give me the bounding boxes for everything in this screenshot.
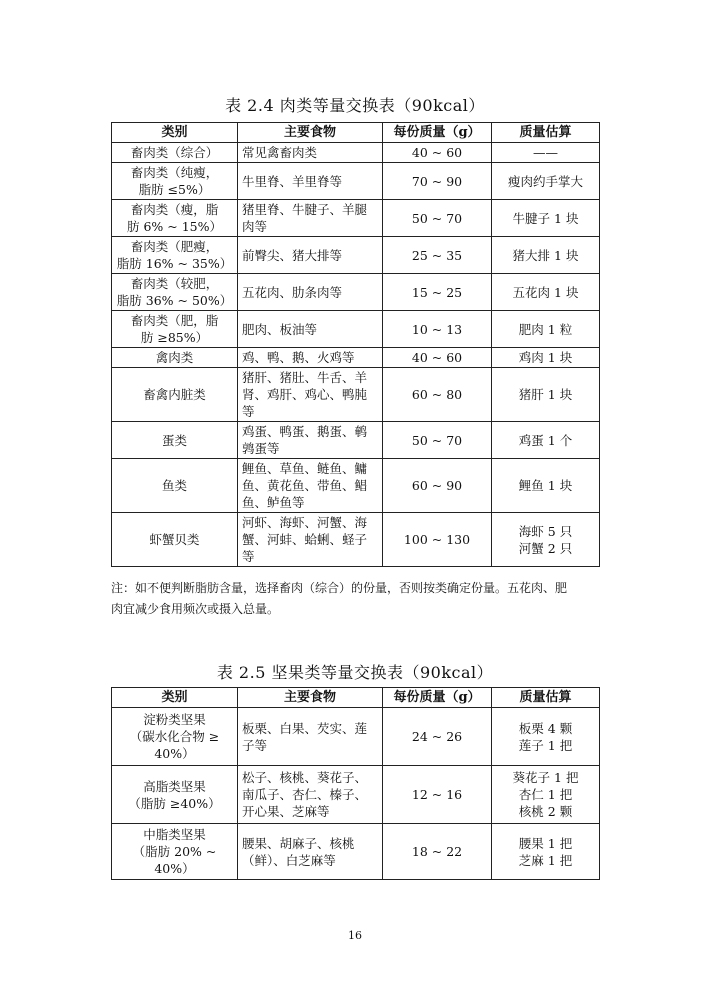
category-line: 虾蟹贝类 (149, 532, 200, 547)
estimate-cell (492, 348, 600, 368)
estimate-line: 板栗 4 颗 (518, 720, 573, 736)
estimate-line: 鲤鱼 1 块 (518, 478, 573, 493)
estimate-cell (492, 708, 600, 766)
note-line: 注：如不便判断脂肪含量，选择畜肉（综合）的份量，否则按类确定份量。五花肉、肥 (111, 581, 568, 595)
foods-cell (238, 237, 383, 274)
category-line: 脂肪 ≤5%） (138, 182, 211, 197)
header-mass: 每份质量（g） (383, 123, 492, 143)
foods-line: 等 (242, 404, 255, 419)
foods-line: 常见禽畜肉类 (242, 145, 318, 160)
foods-cell (238, 368, 383, 422)
foods-line: 肉等 (242, 219, 268, 234)
header-mass: 每份质量（g） (383, 688, 492, 708)
header-category: 类别 (112, 688, 238, 708)
estimate-line: 核桃 2 颗 (518, 804, 573, 819)
category-line: （脂肪 ≥40%） (128, 795, 221, 811)
table-row (112, 422, 600, 459)
mass-cell: 50 ~ 70 (383, 200, 492, 237)
estimate-cell (492, 274, 600, 311)
mass-cell: 18 ~ 22 (383, 824, 492, 880)
foods-cell (238, 459, 383, 513)
table-row (112, 237, 600, 274)
mass-cell: 40 ~ 60 (383, 143, 492, 163)
foods-cell (238, 311, 383, 348)
category-line: 畜肉类（肥，脂 (130, 313, 219, 328)
mass-cell: 40 ~ 60 (383, 348, 492, 368)
estimate-cell (492, 311, 600, 348)
note-line: 肉宜减少食用频次或摄入总量。 (111, 602, 280, 616)
mass-cell: 10 ~ 13 (383, 311, 492, 348)
category-cell (112, 143, 238, 163)
category-line: 40%） (154, 746, 195, 761)
foods-line: 肥肉、板油等 (242, 321, 318, 337)
mass-cell: 60 ~ 80 (383, 368, 492, 422)
table-row (112, 163, 600, 200)
meat-exchange-table (111, 122, 600, 567)
table-row (112, 513, 600, 567)
estimate-cell (492, 368, 600, 422)
category-line: 畜肉类（较肥， (130, 276, 219, 291)
foods-line: 腰果、胡麻子、核桃 (242, 835, 355, 851)
table-row (112, 348, 600, 368)
category-line: 肪 6% ~ 15%） (126, 219, 222, 234)
mass-cell: 12 ~ 16 (383, 766, 492, 824)
header-estimate: 质量估算 (492, 123, 600, 143)
table-row (112, 824, 600, 880)
estimate-line: 猪肝 1 块 (518, 387, 573, 402)
foods-line: 等 (242, 549, 255, 564)
category-line: 脂肪 36% ~ 50%） (116, 293, 233, 308)
estimate-cell (492, 237, 600, 274)
estimate-line: —— (533, 145, 558, 160)
category-cell (112, 513, 238, 567)
category-line: 畜禽内脏类 (143, 387, 206, 402)
foods-cell (238, 708, 383, 766)
header-category: 类别 (112, 123, 238, 143)
mass-cell: 50 ~ 70 (383, 422, 492, 459)
category-line: 畜肉类（综合） (130, 145, 219, 160)
category-cell (112, 348, 238, 368)
category-line: 肪 ≥85%） (140, 330, 209, 345)
category-cell (112, 274, 238, 311)
category-line: 脂肪 16% ~ 35%） (116, 256, 233, 271)
foods-line: （鲜）、白芝麻等 (242, 852, 336, 868)
mass-cell: 60 ~ 90 (383, 459, 492, 513)
foods-line: 子等 (242, 737, 268, 753)
category-cell (112, 311, 238, 348)
foods-line: 鸡、鸭、鹅、火鸡等 (242, 350, 355, 365)
table-header-row (112, 123, 600, 143)
category-line: 40%） (154, 861, 195, 876)
table-row (112, 143, 600, 163)
category-line: 高脂类坚果 (143, 778, 206, 794)
estimate-cell (492, 766, 600, 824)
estimate-line: 杏仁 1 把 (518, 787, 573, 802)
mass-cell: 100 ~ 130 (383, 513, 492, 567)
foods-line: 牛里脊、羊里脊等 (242, 173, 343, 189)
category-cell (112, 459, 238, 513)
category-line: 中脂类坚果 (143, 827, 206, 842)
foods-line: 南瓜子、杏仁、榛子、 (242, 787, 368, 802)
foods-line: 河虾、海虾、河蟹、海 (242, 515, 368, 530)
mass-cell: 15 ~ 25 (383, 274, 492, 311)
foods-cell (238, 766, 383, 824)
foods-line: 前臀尖、猪大排等 (242, 247, 343, 263)
foods-cell (238, 274, 383, 311)
estimate-line: 莲子 1 把 (518, 737, 573, 753)
foods-cell (238, 143, 383, 163)
mass-cell: 25 ~ 35 (383, 237, 492, 274)
estimate-line: 牛腱子 1 块 (512, 210, 579, 226)
header-estimate: 质量估算 (492, 688, 600, 708)
category-line: （脂肪 20% ~ (132, 844, 217, 859)
estimate-cell (492, 422, 600, 459)
table-row (112, 274, 600, 311)
category-line: 蛋类 (161, 432, 187, 448)
category-cell (112, 200, 238, 237)
foods-cell (238, 824, 383, 880)
header-foods: 主要食物 (238, 688, 383, 708)
estimate-line: 腰果 1 把 (518, 835, 573, 851)
foods-cell (238, 513, 383, 567)
category-line: 禽肉类 (155, 350, 194, 365)
category-line: 畜肉类（纯瘦， (130, 165, 219, 180)
estimate-line: 肥肉 1 粒 (518, 321, 573, 337)
table-row (112, 368, 600, 422)
category-cell (112, 824, 238, 880)
nut-exchange-table (111, 687, 600, 880)
foods-cell (238, 422, 383, 459)
estimate-line: 葵花子 1 把 (512, 770, 579, 785)
category-line: 畜肉类（肥瘦， (130, 239, 219, 254)
foods-line: 猪肝、猪肚、牛舌、羊 (242, 370, 368, 385)
category-cell (112, 708, 238, 766)
foods-cell (238, 163, 383, 200)
estimate-line: 猪大排 1 块 (512, 247, 579, 263)
category-line: 淀粉类坚果 (143, 712, 206, 727)
category-cell (112, 422, 238, 459)
foods-line: 鹑蛋等 (242, 441, 280, 456)
foods-cell (238, 348, 383, 368)
estimate-cell (492, 143, 600, 163)
table-row (112, 200, 600, 237)
category-cell (112, 368, 238, 422)
table-header-row (112, 688, 600, 708)
foods-line: 猪里脊、牛腱子、羊腿 (242, 202, 368, 217)
mass-cell: 70 ~ 90 (383, 163, 492, 200)
estimate-line: 海虾 5 只 (518, 523, 573, 539)
estimate-line: 鸡肉 1 块 (518, 350, 573, 365)
estimate-line: 五花肉 1 块 (512, 284, 579, 300)
foods-line: 鱼、鲈鱼等 (242, 495, 305, 510)
header-foods: 主要食物 (238, 123, 383, 143)
foods-cell (238, 200, 383, 237)
table-2-4-caption: 表 2.4 肉类等量交换表（90kcal） (225, 96, 485, 115)
foods-line: 鱼、黄花鱼、带鱼、鲳 (242, 478, 368, 493)
table-row (112, 708, 600, 766)
foods-line: 蟹、河蚌、蛤蜊、蛏子 (242, 532, 368, 547)
estimate-cell (492, 459, 600, 513)
estimate-line: 鸡蛋 1 个 (518, 432, 573, 448)
foods-line: 板栗、白果、芡实、莲 (242, 720, 368, 736)
category-line: （碳水化合物 ≥ (129, 729, 220, 744)
table-note (111, 578, 601, 620)
table-row (112, 766, 600, 824)
foods-line: 鲤鱼、草鱼、鲢鱼、鳙 (242, 461, 368, 476)
estimate-line: 芝麻 1 把 (518, 852, 573, 868)
table-2-5-caption: 表 2.5 坚果类等量交换表（90kcal） (216, 663, 494, 682)
estimate-cell (492, 513, 600, 567)
category-line: 鱼类 (161, 478, 187, 493)
foods-line: 松子、核桃、葵花子、 (242, 770, 368, 785)
mass-cell: 24 ~ 26 (383, 708, 492, 766)
category-cell (112, 163, 238, 200)
estimate-cell (492, 200, 600, 237)
estimate-line: 河蟹 2 只 (518, 540, 573, 556)
estimate-cell (492, 824, 600, 880)
foods-line: 开心果、芝麻等 (242, 804, 330, 819)
table-row (112, 459, 600, 513)
table-row (112, 311, 600, 348)
foods-line: 肾、鸡肝、鸡心、鸭肫 (242, 387, 368, 402)
category-cell (112, 766, 238, 824)
foods-line: 鸡蛋、鸭蛋、鹅蛋、鹌 (242, 424, 368, 439)
category-line: 畜肉类（瘦，脂 (130, 202, 219, 217)
estimate-line: 瘦肉约手掌大 (507, 173, 583, 189)
category-cell (112, 237, 238, 274)
page-number: 16 (348, 929, 362, 942)
foods-line: 五花肉、肋条肉等 (242, 284, 343, 300)
estimate-cell (492, 163, 600, 200)
